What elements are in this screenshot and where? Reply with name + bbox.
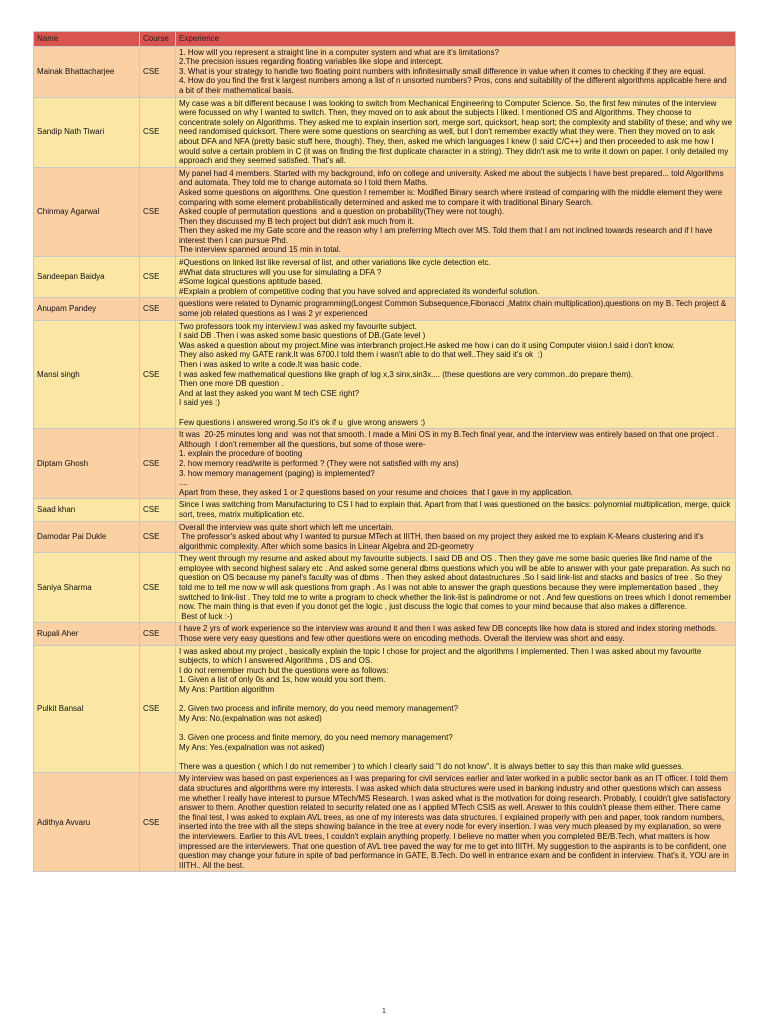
table-row bbox=[34, 97, 736, 167]
table-row bbox=[34, 645, 736, 773]
course-cell: CSE bbox=[140, 320, 176, 429]
candidate-name: Saniya Sharma bbox=[34, 553, 140, 623]
table-row bbox=[34, 623, 736, 645]
candidate-name: Pulkit Bansal bbox=[34, 645, 140, 773]
course-cell: CSE bbox=[140, 499, 176, 521]
candidate-name: Rupali Aher bbox=[34, 623, 140, 645]
experience-text: My interview was based on past experiences as I was preparing for civil services earlier and later worked in a public sector bank as an IT officer. I told them data structures and algorithms were my interests. I was asked which data structures were used in banking industry and other questions which can assess me whether I really have interest to pursue MTech/MS Research. I was asked what is the motivation for doing research. Probably, I couldn't give satisfactory answer to them. Another question related to security related one as I applied MTech CSIS as well. Answer to this couldn't please them either. There came the final test, I was asked to explain AVL trees, as one of my interests was data structures. I explained properly with pen and paper, took random numbers, inserted into the tree with all the steps showing balance in the tree at every node for every insertion. I was very much pleased by my explanation, so were the interviewers. Earlier to this AVL trees, I couldn't explain anything properly. I believe no matter when you completed BE/B.Tech, what matters is how impressed are the interviewers. That one question of AVL tree paved the way for me to get into IIITH. My suggestion to the aspirants is to be confident, one question may change your future in spite of bad performance in GATE, B.Tech. Do well in entrance exam and be confident in interview. That's it, YOU are in IIITH.. All the best. bbox=[176, 773, 736, 872]
table-row bbox=[34, 257, 736, 298]
experience-text: 1. How will you represent a straight line in a computer system and what are it's limitations? 2.The precision issues regarding floating variables like slope and intercept. 3. What is your strategy to handle two floating point numbers with infinitesimally small difference in value when it comes to checking if they are equal. 4. How do you find the first k largest numbers among a list of n unsorted numbers? Pros, cons and suitability of the different algorithms applicable here and a bit of their mathematical basis. bbox=[176, 46, 736, 97]
course-cell: CSE bbox=[140, 623, 176, 645]
course-cell: CSE bbox=[140, 46, 176, 97]
experience-text: My panel had 4 members. Started with my background, info on college and university. Asked me about the subjects I have best prepared... told Algorithms and automata. They told me to change automata so I told them Maths. Asked some questions on algorithms. One question I remember is: Modified Binary search where instead of comparing with the middle element they were comparing with some element probabilistically determined and asked me to compare it with traditional Binary Search. Asked couple of permutation questions and a question on probability(They were not tough). Then they discussed my B tech project but didn't ask much from it. Then they asked me my Gate score and the reason why I am preferring Mtech over MS. Told them that I am not inclined towards research and if I have interest then I can pursue Phd. The interview spanned around 15 min in total. bbox=[176, 167, 736, 256]
experience-text: I was asked about my project , basically explain the topic I chose for project and the algorithms I implemented. Then I was asked about my favourite subjects, to which I answered Algorithms , DS and OS. I do not remember much but the questions were as follows: 1. Given a list of only 0s and 1s, how would you sort them. My Ans: Partition algorithm 2. Given two process and infinite memory, do you need memory management? My Ans: No.(expalnation was not asked) 3. Given one process and finite memory, do you need memory management? My Ans: Yes.(expalnation was not asked) There was a question ( which I do not remember ) to which I clearly said "I do not know". It is always better to say this than make wild guesses. bbox=[176, 645, 736, 773]
course-cell: CSE bbox=[140, 257, 176, 298]
candidate-name: Anupam Pandey bbox=[34, 298, 140, 320]
candidate-name: Sandeepan Baidya bbox=[34, 257, 140, 298]
table-row bbox=[34, 773, 736, 872]
course-cell: CSE bbox=[140, 167, 176, 256]
header-name: Name bbox=[34, 32, 140, 47]
page-number: 1 bbox=[382, 1008, 386, 1015]
header-course: Course bbox=[140, 32, 176, 47]
candidate-name: Mainak Bhattacharjee bbox=[34, 46, 140, 97]
experience-text: Overall the interview was quite short which left me uncertain. The professor's asked about why I wanted to pursue MTech at IIITH, then based on my project they asked me to explain K-Means clustering and it's algorithmic complexity. After which some basics in Linear Algebra and 2D-geometry bbox=[176, 521, 736, 553]
table-row bbox=[34, 429, 736, 499]
table-row bbox=[34, 553, 736, 623]
candidate-name: Chinmay Agarwal bbox=[34, 167, 140, 256]
candidate-name: Damodar Pai Dukle bbox=[34, 521, 140, 553]
experience-text: It was 20-25 minutes long and was not that smooth. I made a Mini OS in my B.Tech final year, and the interview was entirely based on that one project . Although I don't remember all the questions, but some of those were- 1. explain the procedure of booting 2. how memory read/write is performed ? (They were not satisfied with my ans) 3. how memory management (paging) is implemented? .... Apart from these, they asked 1 or 2 questions based on your resume and choices that I gave in my application. bbox=[176, 429, 736, 499]
table-row bbox=[34, 521, 736, 553]
table-row bbox=[34, 167, 736, 256]
interview-experience-table bbox=[33, 31, 736, 872]
course-cell: CSE bbox=[140, 553, 176, 623]
header-experience: Experience bbox=[176, 32, 736, 47]
course-cell: CSE bbox=[140, 97, 176, 167]
table-row bbox=[34, 298, 736, 320]
candidate-name: Mansi singh bbox=[34, 320, 140, 429]
candidate-name: Sandip Nath Tiwari bbox=[34, 97, 140, 167]
course-cell: CSE bbox=[140, 645, 176, 773]
experience-text: I have 2 yrs of work experience so the interview was around it and then I was asked few DB concepts like how data is stored and index storing methods. Those were very easy questions and few other questions were on encoding methods. Overall the iterview was short and easy. bbox=[176, 623, 736, 645]
candidate-name: Diptam Ghosh bbox=[34, 429, 140, 499]
experience-text: My case was a bit different because I was looking to switch from Mechanical Engineering to Computer Science. So, the first few minutes of the interview were focussed on why I wanted to switch. Then, they moved on to ask about the subjects I liked. I mentioned OS and Algorithms. They choose to concentrate solely on Algorithms. They asked me to explain insertion sort, merge sort, quicksort, heap sort; the complexity and stability of these; and why we need randomised quicksort. There were some questions on searching as well, but I don't remember exactly what they were. Then they moved on to ask about DFA and NFA (pretty basic stuff here, though). They, then, asked me which languages I knew (I said C/C++) and then proceeded to ask me how I would solve a certain problem in C (it was on finding the first duplicate character in a string). They didn't ask me to write it down on paper. I only detailed my approach and they seemed satisfied. That's all. bbox=[176, 97, 736, 167]
table-row bbox=[34, 499, 736, 521]
course-cell: CSE bbox=[140, 429, 176, 499]
table-row bbox=[34, 46, 736, 97]
experience-text: Since I was switching from Manufacturing to CS I had to explain that. Apart from that I was questioned on the basics: polynomial multiplication, merge, quick sort, trees, matrix multiplication etc. bbox=[176, 499, 736, 521]
course-cell: CSE bbox=[140, 298, 176, 320]
header-row bbox=[34, 32, 736, 47]
candidate-name: Adithya Avvaru bbox=[34, 773, 140, 872]
candidate-name: Saad khan bbox=[34, 499, 140, 521]
table-row bbox=[34, 320, 736, 429]
course-cell: CSE bbox=[140, 773, 176, 872]
course-cell: CSE bbox=[140, 521, 176, 553]
experience-text: Two professors took my interview.I was asked my favourite subject. I said DB .Then i was asked some basic questions of DB.(Gate level ) Was asked a question about my project.Mine was interbranch project.He asked me how i can do it using Computer vision.I said i don't know. They also asked my GATE rank.It was 6700.I told them i wasn't able to do that well..They said it's ok :) Then i was asked to write a code.It was basic code. I was asked few mathematical questions like graph of log x,3 sinx,sin3x.... (these questions are very common..do prepare them). Then one more DB question . And at last they asked you want M tech CSE right? I said yes :) Few questions i answered wrong.So it's ok if u give wrong answers :) bbox=[176, 320, 736, 429]
experience-text: #Questions on linked list like reversal of list, and other variations like cycle detection etc. #What data structures will you use for simulating a DFA ? #Some logical questions aptitude based. #Explain a problem of competitive coding that you have solved and appreciated its wonderful solution. bbox=[176, 257, 736, 298]
experience-text: They went through my resume and asked about my favourite subjects. I said DB and OS . Then they gave me some basic queries like find name of the employee with second highest salary etc . And asked some general dbms questions which you will be able to answer with your gate preparation. As such no question on OS because my panel's faculty was of dbms . Then they asked about datastructures .So I said link-list and stacks and basics of tree . So they told me to tell me now w will ask questions from graph . As I was not able to answer the graph questions because they were implementation based , they switched to link-list . They told me to write a program to check whether the link-list is palindrome or not . And few questions on trees which I donot remember now. The main thing is that even if you donot get the logic , just discuss the logic that comes to your mind because that also makes a difference. Best of luck :-) bbox=[176, 553, 736, 623]
experience-text: questions were related to Dynamic programming(Longest Common Subsequence,Fibonacci ,Matrix chain multiplication),questions on my B. Tech project & some job related questions as I was 2 yr experienced bbox=[176, 298, 736, 320]
